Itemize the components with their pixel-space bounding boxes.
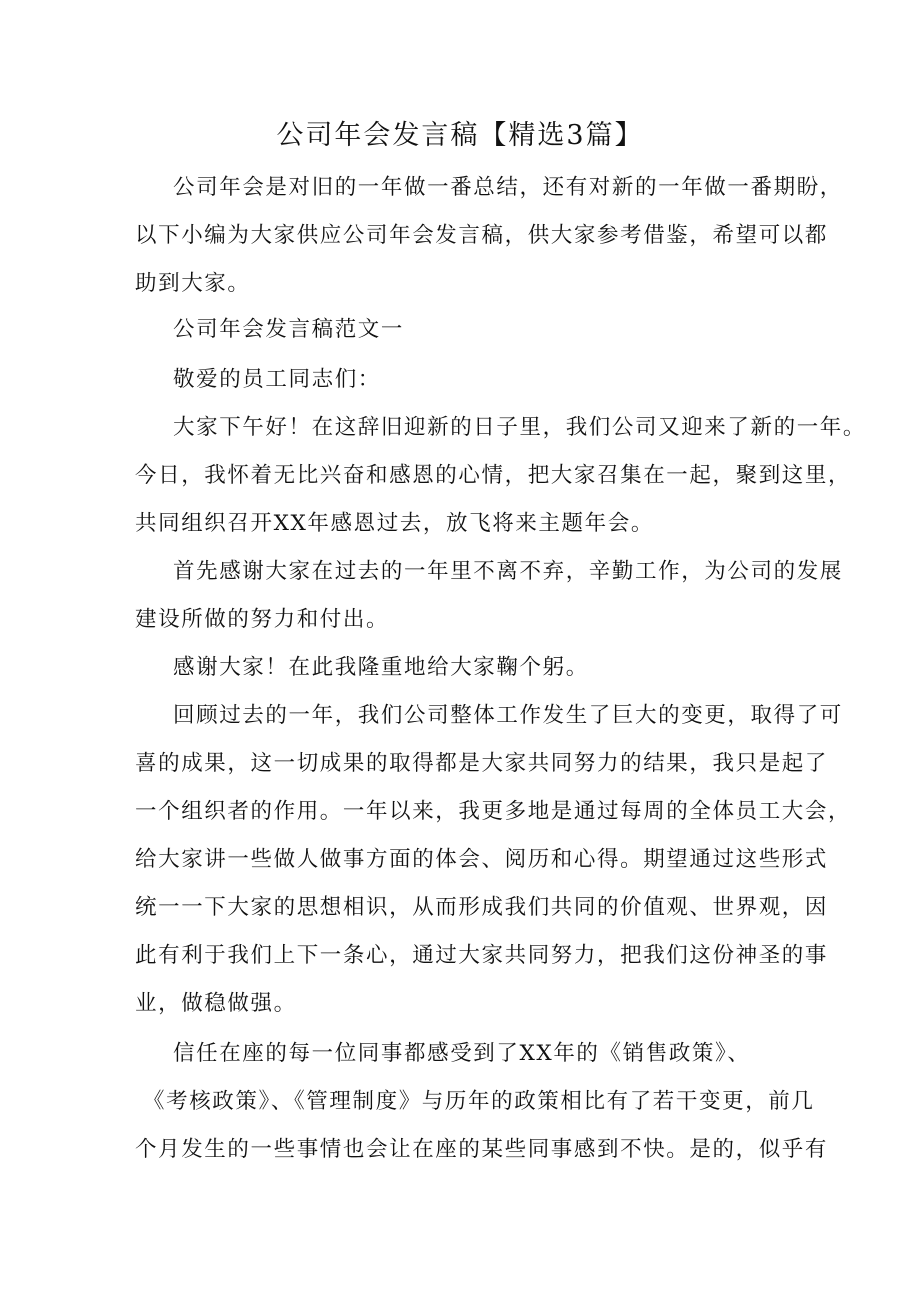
paragraph-policies: [135, 1030, 829, 1174]
document-title: 公司年会发言稿【精选3篇】: [276, 120, 644, 151]
paragraph-line: 感谢大家！在此我隆重地给大家鞠个躬。: [173, 655, 589, 680]
paragraph-line: 给大家讲一些做人做事方面的体会、阅历和心得。期望通过这些形式: [135, 847, 829, 872]
intro-line: 以下小编为大家供应公司年会发言稿，供大家参考借鉴，希望可以都: [135, 223, 829, 248]
paragraph-line: 业，做稳做强。: [135, 991, 297, 1016]
paragraph-line: 喜的成果，这一切成果的取得都是大家共同努力的结果，我只是起了: [135, 751, 829, 776]
paragraph-line: 今日，我怀着无比兴奋和感恩的心情，把大家召集在一起，聚到这里，: [135, 463, 852, 488]
section-heading-text: 公司年会发言稿范文一: [173, 317, 405, 342]
salutation: [135, 356, 795, 404]
intro-line: 公司年会是对旧的一年做一番总结，还有对新的一年做一番期盼，: [173, 175, 843, 200]
paragraph-thanks: [135, 548, 843, 644]
intro-paragraph: [135, 164, 843, 308]
paragraph-line: 信任在座的每一位同事都感受到了XX年的《销售政策》、: [173, 1041, 751, 1066]
paragraph-review: [135, 692, 852, 1028]
section-heading: [135, 306, 795, 354]
paragraph-line: 个月发生的一些事情也会让在座的某些同事感到不快。是的，似乎有: [135, 1137, 829, 1162]
paragraph-line: 一个组织者的作用。一年以来，我更多地是通过每周的全体员工大会，: [135, 799, 852, 824]
salutation-text: 敬爱的员工同志们：: [173, 367, 381, 392]
paragraph-line: 共同组织召开XX年感恩过去，放飞将来主题年会。: [135, 511, 654, 536]
paragraph-line: 建设所做的努力和付出。: [135, 607, 390, 632]
paragraph-line: 此有利于我们上下一条心，通过大家共同努力，把我们这份神圣的事: [135, 943, 829, 968]
paragraph-line: 首先感谢大家在过去的一年里不离不弃，辛勤工作，为公司的发展: [173, 559, 843, 584]
paragraph-line: 统一一下大家的思想相识，从而形成我们共同的价值观、世界观，因: [135, 895, 829, 920]
paragraph-greeting: [135, 404, 867, 548]
intro-line: 助到大家。: [135, 271, 251, 296]
paragraph-line: 大家下午好！在这辞旧迎新的日子里，我们公司又迎来了新的一年。: [173, 415, 867, 440]
paragraph-bow: [135, 644, 795, 692]
paragraph-line: 回顾过去的一年，我们公司整体工作发生了巨大的变更，取得了可: [173, 703, 843, 728]
paragraph-line: 《考核政策》、《管理制度》与历年的政策相比有了若干变更，前几: [143, 1089, 815, 1114]
